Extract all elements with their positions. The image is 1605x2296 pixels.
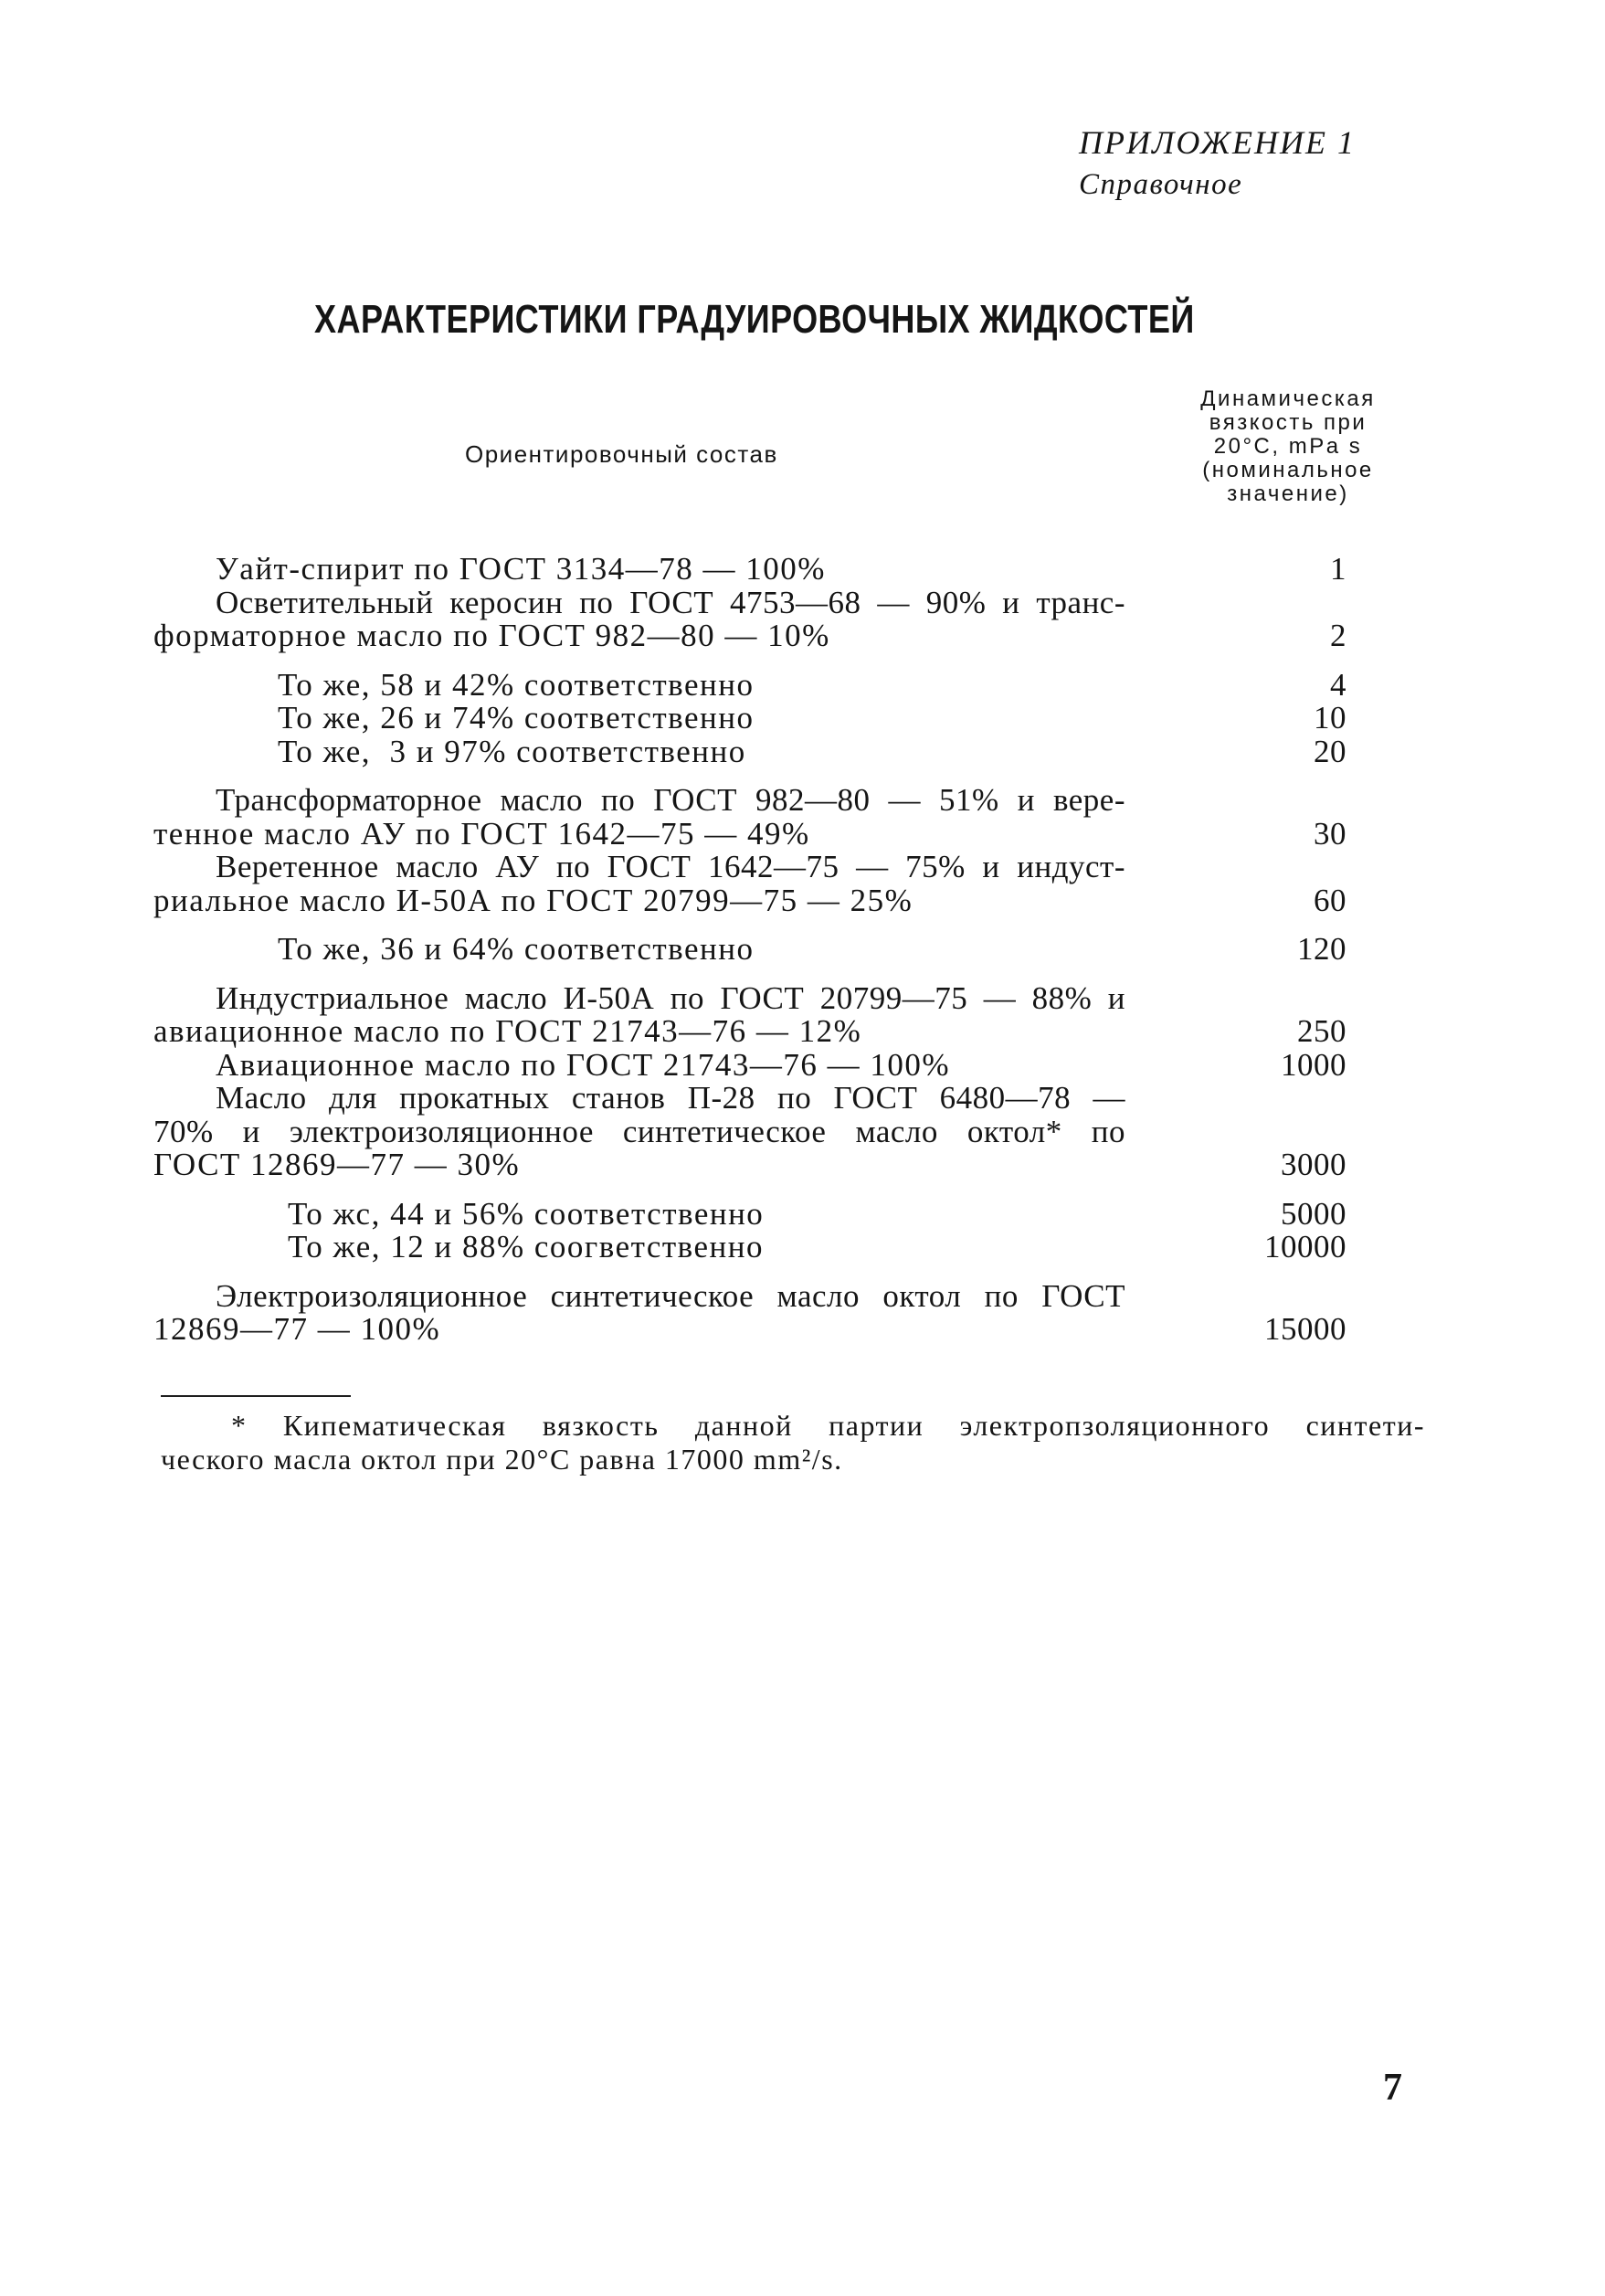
table-row bbox=[153, 735, 1346, 769]
table-row bbox=[153, 851, 1346, 917]
table-row bbox=[153, 1046, 1346, 1083]
composition-line: риальное масло И-50А по ГОСТ 20799—75 — 25% bbox=[153, 882, 913, 918]
composition-cell bbox=[153, 1082, 1125, 1182]
composition-line: То же, 58 и 42% соответственно bbox=[278, 666, 755, 703]
composition-line: Уайт-спирит по ГОСТ 3134—78 — 100% bbox=[216, 551, 826, 587]
viscosity-value: 15000 bbox=[1264, 1311, 1346, 1347]
composition-line: авиационное масло по ГОСТ 21743—76 — 12% bbox=[153, 1013, 862, 1049]
composition-line: То же, 36 и 64% соответственно bbox=[278, 931, 755, 967]
footnote-line: * Кипематическая вязкость данной партии электропзоляционного синтети- bbox=[231, 1409, 1425, 1442]
viscosity-value: 10000 bbox=[1264, 1229, 1346, 1264]
composition-cell bbox=[153, 702, 1125, 735]
viscosity-value: 5000 bbox=[1281, 1195, 1346, 1232]
viscosity-header-line: 20°C, mPa s bbox=[1213, 434, 1363, 459]
composition-cell bbox=[153, 666, 1125, 703]
table-row bbox=[153, 1231, 1346, 1264]
viscosity-header-line: Динамическая bbox=[1200, 386, 1376, 411]
viscosity-value: 2 bbox=[1330, 618, 1346, 653]
composition-line: То же, 26 и 74% соответственно bbox=[278, 700, 755, 735]
composition-cell bbox=[153, 851, 1125, 917]
column-header-viscosity bbox=[1178, 387, 1398, 506]
row-group bbox=[153, 979, 1346, 1182]
viscosity-value: 4 bbox=[1330, 666, 1346, 703]
composition-cell bbox=[153, 735, 1125, 769]
table-row bbox=[153, 553, 1346, 587]
viscosity-value: 1000 bbox=[1281, 1046, 1346, 1083]
composition-line: То же, 12 и 88% соогветственно bbox=[288, 1229, 765, 1264]
composition-line: Авиационное масло по ГОСТ 21743—76 — 100% bbox=[216, 1046, 951, 1083]
composition-line: форматорное масло по ГОСТ 982—80 — 10% bbox=[153, 618, 830, 653]
table-body bbox=[153, 553, 1346, 1347]
page-number: 7 bbox=[1383, 2067, 1402, 2109]
viscosity-header-line: значение) bbox=[1227, 481, 1349, 506]
footnote-rule bbox=[161, 1395, 351, 1397]
table-row bbox=[153, 1082, 1346, 1182]
viscosity-value: 1 bbox=[1330, 551, 1346, 587]
viscosity-value: 10 bbox=[1314, 700, 1346, 735]
composition-cell bbox=[153, 1277, 1125, 1347]
table-row bbox=[153, 784, 1346, 851]
composition-line: Трансформаторное масло по ГОСТ 982—80 — 51% и вере- bbox=[216, 782, 1125, 818]
viscosity-value: 3000 bbox=[1281, 1147, 1346, 1182]
footnote bbox=[161, 1409, 1425, 1476]
composition-line: То жс, 44 и 56% соответственно bbox=[288, 1195, 765, 1232]
column-header-composition: Ориентировочный состав bbox=[465, 440, 778, 468]
page-title: ХАРАКТЕРИСТИКИ ГРАДУИРОВОЧНЫХ ЖИДКОСТЕЙ bbox=[314, 297, 1195, 342]
row-group bbox=[153, 1195, 1346, 1264]
composition-cell bbox=[153, 1046, 1125, 1083]
viscosity-value: 120 bbox=[1297, 931, 1346, 967]
table-row bbox=[153, 666, 1346, 703]
composition-line: Индустриальное масло И-50А по ГОСТ 20799—75 — 88% и bbox=[216, 979, 1125, 1016]
table-row bbox=[153, 1277, 1346, 1347]
viscosity-value: 30 bbox=[1314, 815, 1346, 852]
row-group bbox=[153, 933, 1346, 967]
table-row bbox=[153, 933, 1346, 967]
composition-line: ГОСТ 12869—77 — 30% bbox=[153, 1147, 521, 1182]
composition-cell bbox=[153, 784, 1125, 851]
appendix-label: ПРИЛОЖЕНИЕ 1 bbox=[1079, 124, 1356, 161]
appendix-note: Справочное bbox=[1079, 168, 1243, 201]
viscosity-value: 20 bbox=[1314, 733, 1346, 769]
row-group bbox=[153, 1277, 1346, 1347]
composition-line: 12869—77 — 100% bbox=[153, 1311, 441, 1347]
composition-cell bbox=[153, 553, 1125, 587]
composition-line: Электроизоляционное синтетическое масло октол по ГОСТ bbox=[216, 1277, 1125, 1314]
table-row bbox=[153, 979, 1346, 1049]
viscosity-value: 250 bbox=[1297, 1013, 1346, 1049]
row-group bbox=[153, 553, 1346, 653]
composition-cell bbox=[153, 979, 1125, 1049]
viscosity-value: 60 bbox=[1314, 882, 1346, 918]
composition-line: Веретенное масло АУ по ГОСТ 1642—75 — 75% и индуст- bbox=[216, 849, 1125, 884]
viscosity-header-line: (номинальное bbox=[1202, 458, 1374, 482]
composition-line: То же, 3 и 97% соответственно bbox=[278, 733, 746, 769]
viscosity-header-line: вязкость при bbox=[1209, 410, 1367, 435]
table-row bbox=[153, 702, 1346, 735]
composition-cell bbox=[153, 584, 1125, 653]
row-group bbox=[153, 784, 1346, 917]
composition-line: тенное масло АУ по ГОСТ 1642—75 — 49% bbox=[153, 815, 810, 852]
composition-line: 70% и электроизоляционное синтетическое масло октол* по bbox=[153, 1113, 1125, 1149]
footnote-line: ческого масла октол при 20°C равна 17000 mm²/s. bbox=[161, 1443, 843, 1476]
table-row bbox=[153, 584, 1346, 653]
table-row bbox=[153, 1195, 1346, 1232]
composition-line: Масло для прокатных станов П-28 по ГОСТ 6480—78 — bbox=[216, 1080, 1125, 1116]
composition-cell bbox=[153, 933, 1125, 967]
composition-cell bbox=[153, 1195, 1125, 1232]
composition-line: Осветительный керосин по ГОСТ 4753—68 — 90% и транс- bbox=[216, 584, 1125, 620]
row-group bbox=[153, 666, 1346, 769]
composition-cell bbox=[153, 1231, 1125, 1264]
